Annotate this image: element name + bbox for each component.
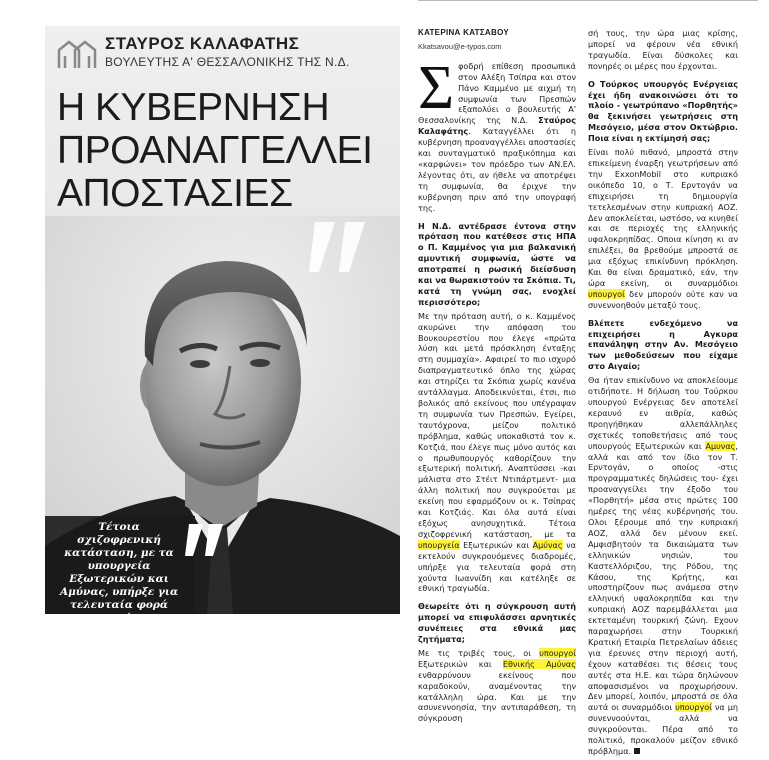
answer-2-continued: σή τους, την ώρα μιας κρίσης, μπορεί να φέρουν νέα εθνική τραγωδία. Είναι δύσκολες και πονηρές οι μέρες που έρχονται. <box>588 28 738 71</box>
drop-cap: Σ <box>418 53 455 122</box>
question-2: Θεωρείτε ότι η σύγκρουση αυτή μπορεί να επιφυλάσσει αρνητικές συνέπειες στα εθνικά μας ζητήματα; <box>418 601 576 645</box>
top-rule <box>418 0 758 1</box>
answer-2: Με τις τριβές τους, οι υπουργοί Εξωτερικών και Εθνικής Αμύνας ενθαρρύνουν εκείνους που καραδοκούν, αναμένοντας την κατάλληλη ώρα. Και με την ασυνεννοησία, την αντιπαράθεση, τη σύγκρουση <box>418 647 576 724</box>
byline-email[interactable]: Kkatsavou@e-typos.com <box>418 41 502 51</box>
column-logo-icon <box>57 36 97 70</box>
hero-panel <box>45 26 400 637</box>
highlighted-term: υπουργεία <box>418 539 460 550</box>
intro-paragraph: Σφοδρή επίθεση προσωπικά στον Αλέξη Τσίπρα και στον Πάνο Καμμένο με αιχμή τη συμφωνία των Πρεσπών εξαπολύει ο βουλευτής Α' Θεσσαλονίκης της Ν.Δ. Σταύρος Καλαφάτης. Καταγγέλλει ότι η κυβέρνηση προαναγγέλλει αποστασίες και συνταγματικό πραξικόπημα και «καρφώνει» τον πρόεδρο των ΑΝ.ΕΛ. λέγοντας ότι, αν ήθελε να αποτρέψει τη συμφωνία, θα έριχνε την κυβέρνηση πριν από την υπογραφή της. <box>418 53 576 213</box>
question-4: Βλέπετε ενδεχόμενο να επιχειρήσει η Αγκυρα επανάληψη στην Αν. Μεσόγειο των μεθοδεύσεων που είχαμε στο Αιγαίο; <box>588 317 738 372</box>
headline <box>57 86 397 215</box>
highlighted-term: υπουργοί <box>539 647 576 658</box>
end-of-article-mark <box>634 748 640 754</box>
highlighted-term: Εθνικής Αμύνας <box>502 658 576 669</box>
article-column-1 <box>418 28 576 727</box>
highlighted-term: υπουργοί <box>675 702 712 713</box>
author-role: ΒΟΥΛΕΥΤΗΣ Α' ΘΕΣΣΑΛΟΝΙΚΗΣ ΤΗΣ Ν.Δ. <box>105 55 350 69</box>
quote-mark-icon <box>307 212 387 282</box>
headline-line-3: ΑΠΟΣΤΑΣΙΕΣ <box>57 172 293 215</box>
pull-quote: Τέτοια σχιζοφρενική κατάσταση, με τα υπουργεία Εξωτερικών και Αμύνας, υπήρξε για τελευταία φορά στη χούντα Ιωαννίδη <box>59 521 179 637</box>
byline: ΚΑΤΕΡΙΝΑ ΚΑΤΣΑΒΟΥ <box>418 28 510 37</box>
headline-line-1: Η ΚΥΒΕΡΝΗΣΗ <box>57 86 330 129</box>
answer-1: Με την πρόταση αυτή, ο κ. Καμμένος ακυρώνει την απόφαση του Βουκουρεστίου που έλεγε «πρώτα λύση και μετά πρόσκληση ένταξης στη συμμαχία». Αφαιρεί το πιο ισχυρό διαπραγματευτικό όπλο της χώρας και στηρίζει τα Σκόπια χωρίς κανένα αντάλλαγμα. Αποδεικνύεται, έτσι, πιο βολικός από εκείνους που υπέγραψαν τη συμφωνία των Πρεσπών. Εγείρει, ταυτόχρονα, μείζον πολιτικό πρόβλημα, καθώς υποκαθιστά τον κ. Κοτζιά, που έλεγε πως μόνο αυτός και ο πρωθυπουργός καθορίζουν την εξωτερική πολιτική. Αναπτύσσει -και μάλιστα στο Στέιτ Ντιπάρτμεντ- μια άλλη πολιτική που συγκρούεται με εκείνη που εφαρμόζουν οι κ. Τσίπρας και Κοτζιάς. Και όλα αυτά είναι εξόχως ανησυχητικά. Τέτοια σχιζοφρενική κατάσταση, με τα υπουργεία Εξωτερικών και Αμύνας να εκτελούν συγκρουόμενες διαδρομές, υπήρξε για τελευταία φορά στη χούντα Ιωαννίδη και κατέληξε σε εθνική τραγωδία. <box>418 310 576 594</box>
highlighted-term: Αμύνας <box>532 539 563 550</box>
question-3: Ο Τούρκος υπουργός Ενέργειας έχει ήδη ανακοινώσει ότι το πλοίο - γεωτρύπανο «Πορθητής» θα ξεκινήσει γεωτρήσεις στη Μεσόγειο, μέσα στον Οκτώβριο. Ποια είναι η εκτίμησή σας; <box>588 78 738 144</box>
answer-3: Είναι πολύ πιθανό, μπροστά στην επικείμενη έναρξη γεωτρήσεων από την ExxonMobil στο κυπριακό οικόπεδο 10, ο Τ. Ερντογάν να επιχειρήσει τη δημιουργία τετελεσμένων στην κυπριακή ΑΟΖ. Δεν αποκλείεται, ωστόσο, να κινηθεί και σε περιοχές της ελληνικής υφαλοκρηπίδας. Οποια κίνηση κι αν επιλέξει, θα βρεθούμε μπροστά σε μια εξόχως επικίνδυνη πρόκληση. Και θα είναι δραματικό, εάν, την ώρα εκείνη, οι συναρμόδιοι υπουργοί δεν μπορούν ούτε καν να συνεννοηθούν μεταξύ τους. <box>588 147 738 310</box>
answer-4: Θα ήταν επικίνδυνο να αποκλείουμε οτιδήποτε. Η δήλωση του Τούρκου υπουργού Ενέργειας δεν αποτελεί κεραυνό εν αιθρία, καθώς προηγήθηκαν αλλεπάλληλες σχετικές τοποθετήσεις από τους υπουργούς Εξωτερικών και Αμυνας, αλλά και από τον ίδιο τον Τ. Ερντογάν, ο οποίος -στις προγραμματικές δηλώσεις του- έχει προαναγγείλει την έξοδο του «Πορθητή» μέσα στις πρώτες 100 ημέρες της νέας κυβέρνησής του. Ολοι ξέρουμε από την κυπριακή ΑΟΖ, αλλά δεν μένουν εκεί. Αμφισβητούν τα δικαιώματα των ελληνικών νησιών, του Καστελλόριζου, της Ρόδου, της Κάσου, της Κρήτης, και υποστηρίζουν πως ανάμεσα στην ελληνική υφαλοκρηπίδα και την κυπριακή ΑΟΖ παρεμβάλλεται μια εκτεταμένη τουρκική ζώνη. Εχουν παραχωρήσει στην Τουρκική Κρατική Εταιρία Πετρελαίων άδειες για έρευνες στην περιοχή αυτή, έχουν καταθέσει τις θέσεις τους αυτές στα Η.Ε. και τώρα δηλώνουν αποφασισμένοι να προχωρήσουν. Δεν μπορεί, λοιπόν, μπροστά σε όλα αυτά οι συναρμόδιοι υπουργοί να μη συνεννοούνται, αλλά να συγκρούονται. Πέρα από το πολιτικό, προκαλούν μείζον εθνικό πρόβλημα. <box>588 375 738 756</box>
headline-line-2: ΠΡΟΑΝΑΓΓΕΛΛΕΙ <box>57 129 373 172</box>
question-1: Η Ν.Δ. αντέδρασε έντονα στην πρόταση που κατέθεσε στις ΗΠΑ ο Π. Καμμένος για μια βαλκανική αμυντική συμφωνία, ώστε να αποτραπεί η ρωσική διείσδυση και να θωρακιστούν τα Σκόπια. Τι, κατά τη γνώμη σας, ενοχλεί περισσότερο; <box>418 220 576 307</box>
highlighted-term: υπουργοί <box>588 288 625 299</box>
quote-mark-icon <box>185 520 235 560</box>
highlighted-term: Αμυνας <box>705 440 736 451</box>
author-name: ΣΤΑΥΡΟΣ ΚΑΛΑΦΑΤΗΣ <box>105 34 300 53</box>
interviewee-name: Σταύρος Καλαφάτης <box>418 115 576 137</box>
article-column-2 <box>588 28 738 760</box>
